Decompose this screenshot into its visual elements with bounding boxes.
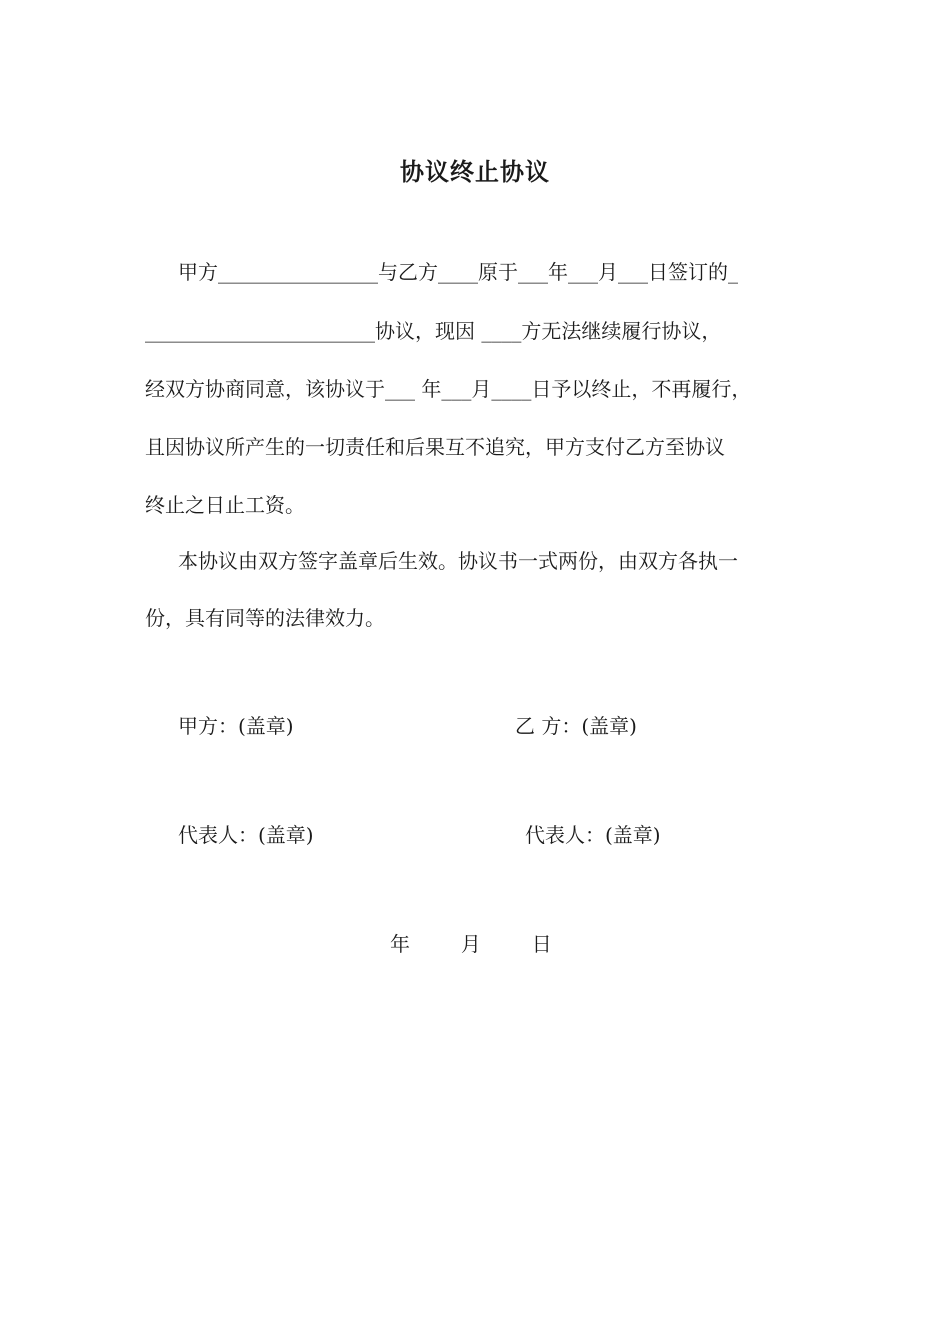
party-a-seal: 甲方：(盖章) — [178, 714, 294, 738]
body-line-4: 且因协议所产生的一切责任和后果互不追究，甲方支付乙方至协议 — [145, 435, 725, 459]
body-line-6: 本协议由双方签字盖章后生效。协议书一式两份，由双方各执一 — [178, 549, 738, 573]
representative-b-seal: 代表人：(盖章) — [525, 823, 661, 847]
representative-a-seal: 代表人：(盖章) — [178, 823, 314, 847]
body-line-2: _______________________协议，现因 ____方无法继续履行协议， — [145, 319, 722, 343]
party-b-seal: 乙 方：(盖章) — [515, 714, 637, 738]
body-line-5: 终止之日止工资。 — [145, 493, 305, 517]
document-title: 协议终止协议 — [400, 158, 550, 186]
body-line-3: 经双方协商同意，该协议于___ 年___月____日予以终止，不再履行， — [145, 377, 752, 401]
date-line: 年 月 日 — [390, 932, 552, 956]
body-line-1: 甲方________________与乙方____原于___年___月___日签订的_ — [178, 260, 738, 284]
body-line-7: 份，具有同等的法律效力。 — [145, 606, 385, 630]
